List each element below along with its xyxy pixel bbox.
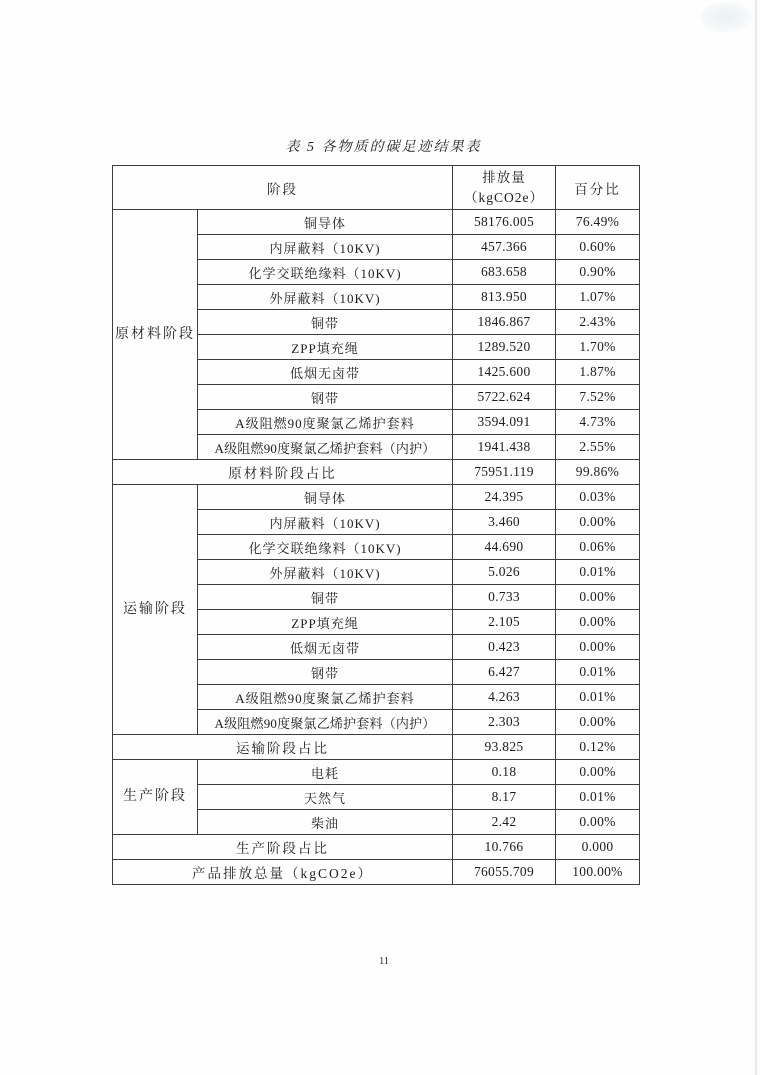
material-cell: A级阻燃90度聚氯乙烯护套料 [198, 685, 453, 710]
percent-cell: 0.00% [556, 810, 640, 835]
material-cell: 化学交联绝缘料（10KV) [198, 260, 453, 285]
percent-cell: 0.60% [556, 235, 640, 260]
material-cell: A级阻燃90度聚氯乙烯护套料（内护） [198, 435, 453, 460]
percent-cell: 4.73% [556, 410, 640, 435]
stage-cell-production: 生产阶段 [113, 760, 198, 835]
emission-cell: 3.460 [453, 510, 556, 535]
percent-cell: 1.07% [556, 285, 640, 310]
summary-label-cell: 运输阶段占比 [113, 735, 453, 760]
material-cell: 电耗 [198, 760, 453, 785]
percent-cell: 7.52% [556, 385, 640, 410]
material-cell: 天然气 [198, 785, 453, 810]
header-stage: 阶段 [113, 166, 453, 210]
percent-cell: 76.49% [556, 210, 640, 235]
material-cell: 钢带 [198, 660, 453, 685]
percent-cell: 99.86% [556, 460, 640, 485]
material-cell: ZPP填充绳 [198, 335, 453, 360]
emission-cell: 1941.438 [453, 435, 556, 460]
total-label-cell: 产品排放总量（kgCO2e） [113, 860, 453, 885]
percent-cell: 0.00% [556, 710, 640, 735]
percent-cell: 0.03% [556, 485, 640, 510]
percent-cell: 1.87% [556, 360, 640, 385]
summary-label-cell: 生产阶段占比 [113, 835, 453, 860]
emission-cell: 2.42 [453, 810, 556, 835]
emission-cell: 813.950 [453, 285, 556, 310]
emission-cell: 0.423 [453, 635, 556, 660]
summary-label-cell: 原材料阶段占比 [113, 460, 453, 485]
percent-cell: 0.000 [556, 835, 640, 860]
emission-cell: 1846.867 [453, 310, 556, 335]
total-row [113, 860, 640, 885]
emission-cell: 0.733 [453, 585, 556, 610]
emission-cell: 93.825 [453, 735, 556, 760]
material-cell: A级阻燃90度聚氯乙烯护套料（内护） [198, 710, 453, 735]
emission-cell: 2.105 [453, 610, 556, 635]
emission-cell: 24.395 [453, 485, 556, 510]
emission-cell: 5722.624 [453, 385, 556, 410]
material-cell: 钢带 [198, 385, 453, 410]
emission-cell: 683.658 [453, 260, 556, 285]
emission-cell: 8.17 [453, 785, 556, 810]
emission-cell: 3594.091 [453, 410, 556, 435]
total-percent-cell: 100.00% [556, 860, 640, 885]
total-emission-cell: 76055.709 [453, 860, 556, 885]
header-emission-unit: （kgCO2e） [464, 189, 544, 205]
emission-cell: 6.427 [453, 660, 556, 685]
section-summary-row [113, 460, 640, 485]
emission-cell: 1425.600 [453, 360, 556, 385]
emission-cell: 4.263 [453, 685, 556, 710]
emission-cell: 2.303 [453, 710, 556, 735]
emission-cell: 44.690 [453, 535, 556, 560]
material-cell: 外屏蔽料（10KV) [198, 560, 453, 585]
material-cell: 低烟无卤带 [198, 635, 453, 660]
page-number: 11 [378, 956, 390, 967]
material-cell: 铜导体 [198, 210, 453, 235]
stage-cell-transport: 运输阶段 [113, 485, 198, 735]
percent-cell: 0.00% [556, 635, 640, 660]
table-row [113, 760, 640, 785]
table-caption: 表 5 各物质的碳足迹结果表 [285, 140, 482, 155]
scan-smudge [700, 2, 752, 32]
percent-cell: 0.01% [556, 660, 640, 685]
header-percent: 百分比 [556, 166, 640, 210]
header-emission [453, 166, 556, 210]
emission-cell: 0.18 [453, 760, 556, 785]
carbon-footprint-table [112, 165, 640, 885]
table-header-row [113, 166, 640, 210]
page-edge-shadow [754, 0, 757, 1075]
table-row [113, 210, 640, 235]
percent-cell: 0.06% [556, 535, 640, 560]
percent-cell: 0.00% [556, 585, 640, 610]
emission-cell: 10.766 [453, 835, 556, 860]
percent-cell: 2.55% [556, 435, 640, 460]
emission-cell: 58176.005 [453, 210, 556, 235]
stage-cell-raw-materials: 原材料阶段 [113, 210, 198, 460]
header-emission-title: 排放量 [482, 169, 526, 185]
percent-cell: 0.00% [556, 760, 640, 785]
percent-cell: 0.00% [556, 510, 640, 535]
material-cell: 内屏蔽料（10KV) [198, 510, 453, 535]
emission-cell: 1289.520 [453, 335, 556, 360]
percent-cell: 0.01% [556, 785, 640, 810]
material-cell: 柴油 [198, 810, 453, 835]
material-cell: 低烟无卤带 [198, 360, 453, 385]
percent-cell: 2.43% [556, 310, 640, 335]
material-cell: 内屏蔽料（10KV) [198, 235, 453, 260]
section-summary-row [113, 735, 640, 760]
percent-cell: 0.12% [556, 735, 640, 760]
percent-cell: 0.01% [556, 560, 640, 585]
material-cell: 铜带 [198, 310, 453, 335]
material-cell: 外屏蔽料（10KV) [198, 285, 453, 310]
percent-cell: 0.00% [556, 610, 640, 635]
material-cell: 铜带 [198, 585, 453, 610]
percent-cell: 1.70% [556, 335, 640, 360]
emission-cell: 5.026 [453, 560, 556, 585]
material-cell: 化学交联绝缘料（10KV) [198, 535, 453, 560]
emission-cell: 457.366 [453, 235, 556, 260]
material-cell: 铜导体 [198, 485, 453, 510]
emission-cell: 75951.119 [453, 460, 556, 485]
material-cell: ZPP填充绳 [198, 610, 453, 635]
percent-cell: 0.01% [556, 685, 640, 710]
material-cell: A级阻燃90度聚氯乙烯护套料 [198, 410, 453, 435]
percent-cell: 0.90% [556, 260, 640, 285]
section-summary-row [113, 835, 640, 860]
table-row [113, 485, 640, 510]
